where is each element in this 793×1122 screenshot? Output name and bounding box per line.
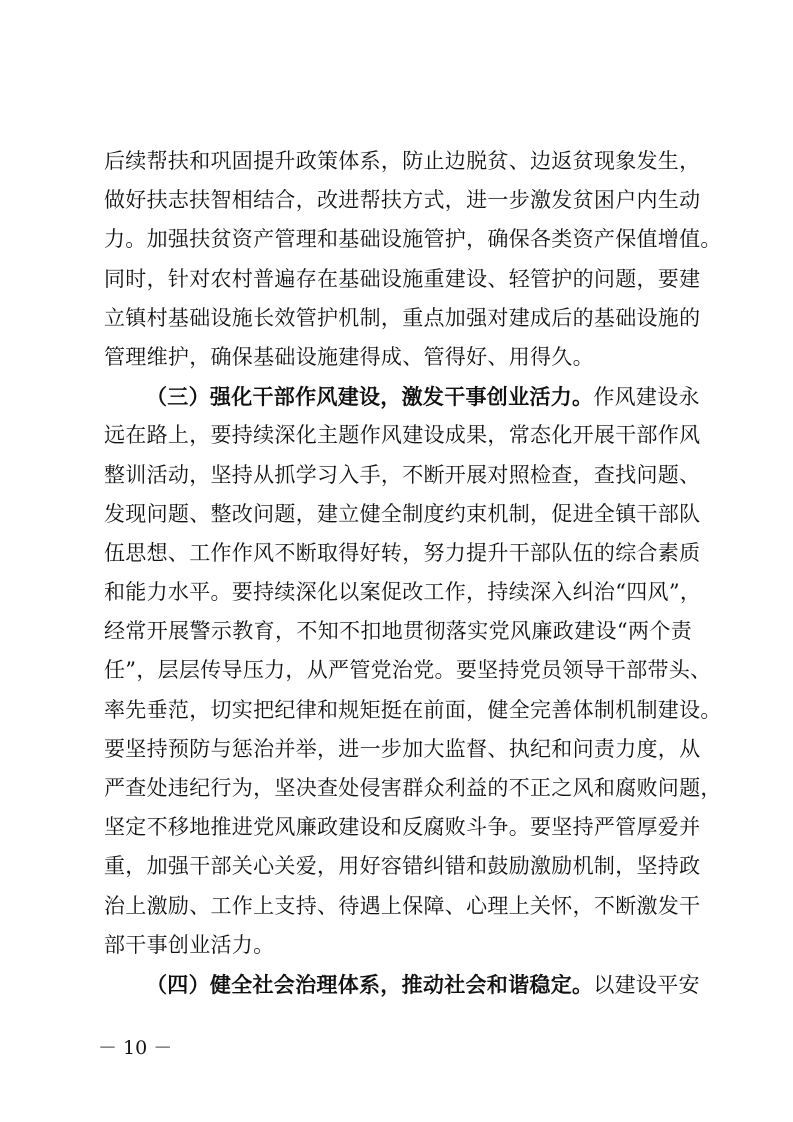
body-text — [104, 142, 722, 1004]
text-line: 立镇村基础设施长效管护机制，重点加强对建成后的基础设施的 — [104, 305, 701, 330]
text-line: 率先垂范，切实把纪律和规矩挺在前面，健全完善体制机制建设。 — [104, 697, 722, 722]
text-line: 力。加强扶贫资产管理和基础设施管护，确保各类资产保值增值。 — [104, 227, 722, 252]
text-line: 发现问题、整改问题，建立健全制度约束机制，促进全镇干部队 — [104, 501, 701, 526]
section-4-heading: （四）健全社会治理体系，推动社会和谐稳定。 — [146, 971, 594, 997]
paragraph-1 — [104, 142, 722, 377]
section-4-first-line — [104, 965, 700, 1004]
section-3-heading: （三）强化干部作风建设，激发干事创业活力。 — [146, 384, 594, 410]
text-line: 重，加强干部关心关爱，用好容错纠错和鼓励激励机制，坚持政 — [104, 854, 701, 879]
text-line: 整训活动，坚持从抓学习入手，不断开展对照检查，查找问题、 — [104, 462, 701, 487]
paragraph-section-4 — [104, 965, 700, 1004]
section-3-first-line-rest: 作风建设永 — [593, 385, 700, 410]
text-line: 坚定不移地推进党风廉政建设和反腐败斗争。要坚持严管厚爱并 — [104, 815, 701, 840]
text-line: 部干事创业活力。 — [104, 932, 275, 957]
text-line: 和能力水平。要持续深化以案促改工作，持续深入纠治“四风”， — [104, 580, 702, 605]
paragraph-section-3 — [104, 377, 722, 965]
text-line: 后续帮扶和巩固提升政策体系，防止边脱贫、边返贫现象发生， — [104, 149, 701, 173]
text-line: 远在路上，要持续深化主题作风建设成果，常态化开展干部作风 — [104, 423, 701, 448]
text-line: 任”，层层传导压力，从严管党治党。要坚持党员领导干部带头、 — [104, 658, 712, 683]
section-3-first-line — [104, 377, 700, 416]
text-line: 同时，针对农村普遍存在基础设施重建设、轻管护的问题，要建 — [104, 266, 701, 291]
text-line: 要坚持预防与惩治并举，进一步加大监督、执纪和问责力度，从 — [104, 736, 701, 761]
section-4-first-line-rest: 以建设平安 — [593, 972, 700, 997]
text-line: 伍思想、工作作风不断取得好转，努力提升干部队伍的综合素质 — [104, 540, 701, 565]
page-number: － 10 － — [98, 1037, 173, 1059]
text-line: 管理维护，确保基础设施建得成、管得好、用得久。 — [104, 344, 594, 369]
text-line: 做好扶志扶智相结合，改进帮扶方式，进一步激发贫困户内生动 — [104, 188, 701, 213]
text-line: 经常开展警示教育，不知不扣地贯彻落实党风廉政建设“两个责 — [104, 619, 692, 644]
text-line: 治上激励、工作上支持、待遇上保障、心理上关怀，不断激发干 — [104, 893, 701, 918]
text-line: 严查处违纪行为，坚决查处侵害群众利益的不正之风和腐败问题， — [104, 776, 722, 800]
